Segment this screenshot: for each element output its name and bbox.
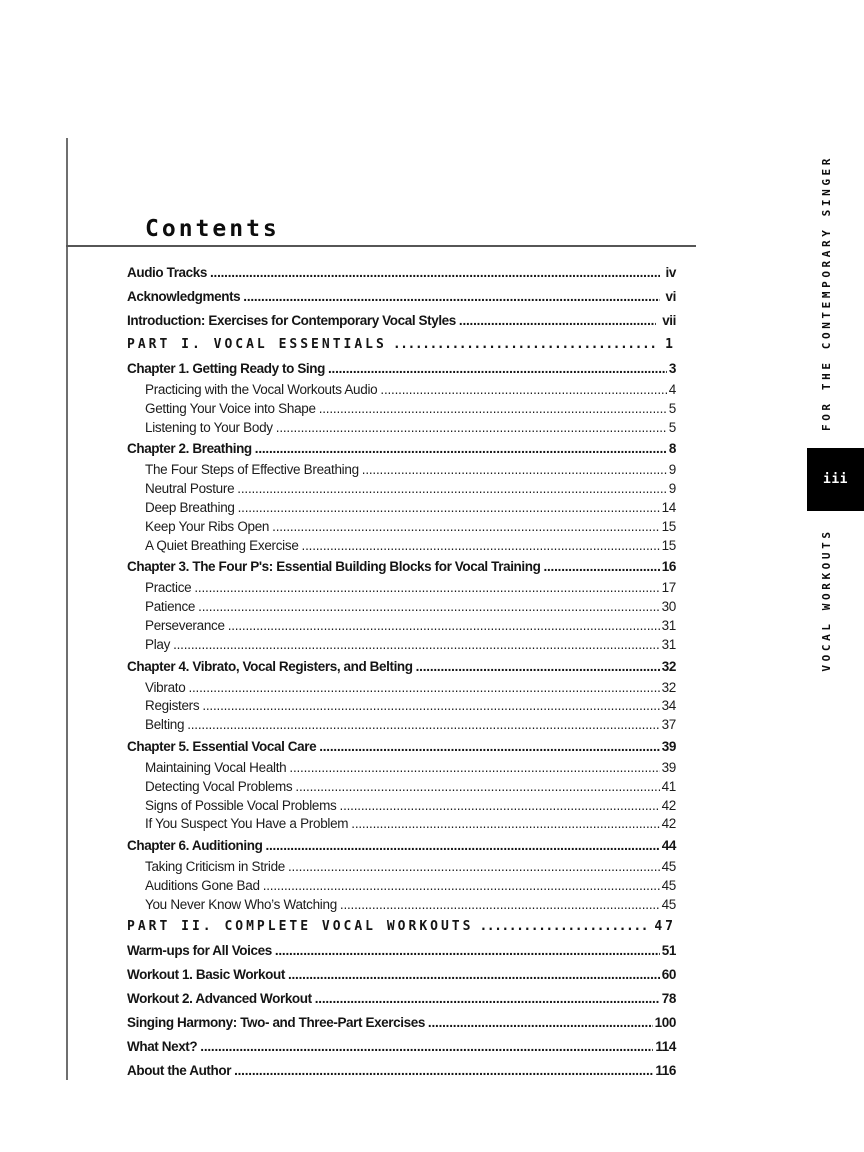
toc-entry-page: 32 [661,679,676,695]
toc-entry-page: 9 [668,481,676,497]
toc-entry-page: 78 [661,990,676,1006]
toc-entry [127,518,676,537]
dot-leader [275,939,660,963]
toc-entry-label: Patience [145,599,196,615]
dot-leader [288,858,660,877]
toc-entry-page: 100 [654,1014,676,1030]
dot-leader [276,419,667,438]
toc-entry-page: 47 [654,918,676,934]
dot-leader [255,437,667,461]
toc-entry-label: Perseverance [145,617,225,633]
toc-entry-page: 39 [661,759,676,775]
toc-entry-page: 34 [661,698,676,714]
toc-entry-label: Auditions Gone Bad [145,877,260,893]
toc-entry [127,939,676,963]
toc-entry-page: 51 [661,942,676,958]
dot-leader [543,555,659,579]
toc-entry-label: Vibrato [145,679,186,695]
toc-entry-page: 14 [661,499,676,515]
toc-entry [127,834,676,858]
toc-entry-page: 116 [655,1062,676,1078]
toc-entry-label: Warm-ups for All Voices [127,942,272,958]
toc-entry [127,309,676,333]
toc-entry [127,679,676,698]
toc-entry-page: 42 [661,816,676,832]
toc-entry-page: 5 [668,400,676,416]
dot-leader [288,963,660,987]
toc-entry [127,963,676,987]
toc-entry-label: Chapter 3. The Four P's: Essential Building Blocks for Vocal Training [127,559,541,575]
dot-leader [263,877,660,896]
toc-entry [127,697,676,716]
folio-badge: iii [807,448,864,511]
dot-leader [319,400,667,419]
toc-entry-label: Neutral Posture [145,481,235,497]
toc-entry-label: A Quiet Breathing Exercise [145,537,299,553]
left-vertical-rule [66,138,68,1080]
toc-entry [127,735,676,759]
dot-leader [340,797,660,816]
toc-entry-label: Keep Your Ribs Open [145,518,270,534]
toc-entry-label: Chapter 4. Vibrato, Vocal Registers, and Belting [127,658,413,674]
toc-entry [127,858,676,877]
toc-entry [127,437,676,461]
toc-entry-page: 31 [661,617,676,633]
toc-entry-page: 4 [668,382,676,397]
toc-entry-label: Signs of Possible Vocal Problems [145,797,337,813]
toc-entry-page: 17 [661,580,676,596]
toc-entry-page: 9 [668,462,676,478]
toc-entry-label: Deep Breathing [145,499,235,515]
toc-list [127,261,676,1083]
toc-entry-page: 15 [661,537,676,553]
toc-entry-label: Practice [145,580,192,596]
toc-entry [127,400,676,419]
spine-text-bottom: VOCAL WORKOUTS [820,528,833,672]
dot-leader [302,537,660,556]
toc-entry [127,357,676,381]
dot-leader [380,381,666,400]
toc-entry [127,419,676,438]
dot-leader [194,579,659,598]
toc-entry [127,877,676,896]
toc-entry-label: Maintaining Vocal Health [145,759,287,775]
dot-leader [362,461,667,480]
toc-entry-page: 8 [668,441,676,457]
dot-leader [295,778,659,797]
toc-entry [127,655,676,679]
toc-entry-page: 60 [661,966,676,982]
dot-leader [315,987,660,1011]
toc-entry-label: If You Suspect You Have a Problem [145,816,349,832]
page-title: Contents [145,216,280,243]
toc-entry [127,778,676,797]
toc-entry-page: iv [665,265,676,280]
toc-entry-label: Singing Harmony: Two- and Three-Part Exercises [127,1014,425,1030]
toc-entry [127,759,676,778]
dot-leader [188,679,659,698]
dot-leader [265,834,659,858]
toc-entry [127,537,676,556]
dot-leader [187,716,659,735]
toc-entry-page: 39 [661,738,676,754]
toc-entry [127,555,676,579]
dot-leader [351,815,659,834]
dot-leader [228,617,660,636]
dot-leader [198,598,659,617]
toc-entry-page: 45 [661,859,676,875]
toc-entry [127,636,676,655]
toc-entry-page: 30 [661,599,676,615]
dot-leader [243,285,659,309]
dot-leader [200,1035,653,1059]
toc-entry-label: Acknowledgments [127,289,241,304]
toc-entry-label: Practicing with the Vocal Workouts Audio [145,382,378,397]
toc-entry [127,381,676,400]
spine-text-top: FOR THE CONTEMPORARY SINGER [820,155,833,432]
toc-entry-page: 31 [661,636,676,652]
toc-entry-label: Play [145,636,171,652]
toc-entry-label: PART II. COMPLETE VOCAL WORKOUTS [127,918,474,934]
toc-entry-page: 3 [668,361,676,376]
title-divider-rule [66,245,696,247]
toc-entry-label: Chapter 2. Breathing [127,441,252,457]
toc-entry-label: Belting [145,717,185,733]
dot-leader [328,357,667,381]
toc-entry [127,333,676,357]
toc-entry-label: Introduction: Exercises for Contemporary Vocal Styles [127,313,456,328]
dot-leader [238,499,660,518]
toc-entry-label: Listening to Your Body [145,419,273,435]
toc-entry [127,716,676,735]
toc-entry-label: Getting Your Voice into Shape [145,400,316,416]
toc-entry [127,1035,676,1059]
toc-entry [127,261,676,285]
toc-entry [127,285,676,309]
toc-entry [127,915,676,939]
toc-entry-label: Workout 2. Advanced Workout [127,990,312,1006]
toc-entry-page: 16 [661,559,676,575]
toc-entry-label: Chapter 5. Essential Vocal Care [127,738,317,754]
toc-entry-page: 15 [661,518,676,534]
toc-entry [127,617,676,636]
toc-entry-label: Detecting Vocal Problems [145,778,293,794]
toc-entry [127,598,676,617]
dot-leader [173,636,660,655]
toc-entry [127,579,676,598]
toc-entry-page: 45 [661,896,676,912]
toc-entry [127,1059,676,1083]
toc-entry-page: 42 [661,797,676,813]
dot-leader [210,261,660,285]
toc-entry-page: 37 [661,717,676,733]
toc-entry [127,896,676,915]
toc-entry-label: What Next? [127,1038,198,1054]
dot-leader [272,518,659,537]
toc-entry-label: PART I. VOCAL ESSENTIALS [127,337,387,352]
dot-leader [340,896,660,915]
toc-entry [127,480,676,499]
toc-entry [127,499,676,518]
dot-leader [237,480,666,499]
toc-entry-label: You Never Know Who’s Watching [145,896,337,912]
toc-entry-label: The Four Steps of Effective Breathing [145,462,359,478]
toc-entry-page: vi [665,289,676,304]
dot-leader [459,309,656,333]
toc-entry-page: vii [662,313,676,328]
toc-entry-label: Audio Tracks [127,265,207,280]
toc-entry [127,461,676,480]
toc-entry-page: 41 [661,778,676,794]
toc-entry [127,797,676,816]
toc-entry-label: About the Author [127,1062,232,1078]
dot-leader [428,1011,653,1035]
toc-entry-page: 114 [655,1038,676,1054]
toc-entry-label: Workout 1. Basic Workout [127,966,285,982]
toc-entry [127,815,676,834]
toc-entry-label: Taking Criticism in Stride [145,859,285,875]
toc-entry-page: 5 [668,419,676,435]
dot-leader [479,915,648,939]
dot-leader [393,333,659,357]
toc-entry [127,1011,676,1035]
dot-leader [202,697,659,716]
toc-entry-page: 1 [665,337,676,352]
toc-entry-page: 44 [661,838,676,854]
toc-entry-page: 32 [661,658,676,674]
toc-entry-page: 45 [661,877,676,893]
toc-entry-label: Chapter 1. Getting Ready to Sing [127,361,325,376]
dot-leader [289,759,659,778]
dot-leader [234,1059,653,1083]
toc-entry-label: Registers [145,698,200,714]
toc-entry-label: Chapter 6. Auditioning [127,838,263,854]
dot-leader [319,735,660,759]
toc-entry [127,987,676,1011]
dot-leader [416,655,660,679]
